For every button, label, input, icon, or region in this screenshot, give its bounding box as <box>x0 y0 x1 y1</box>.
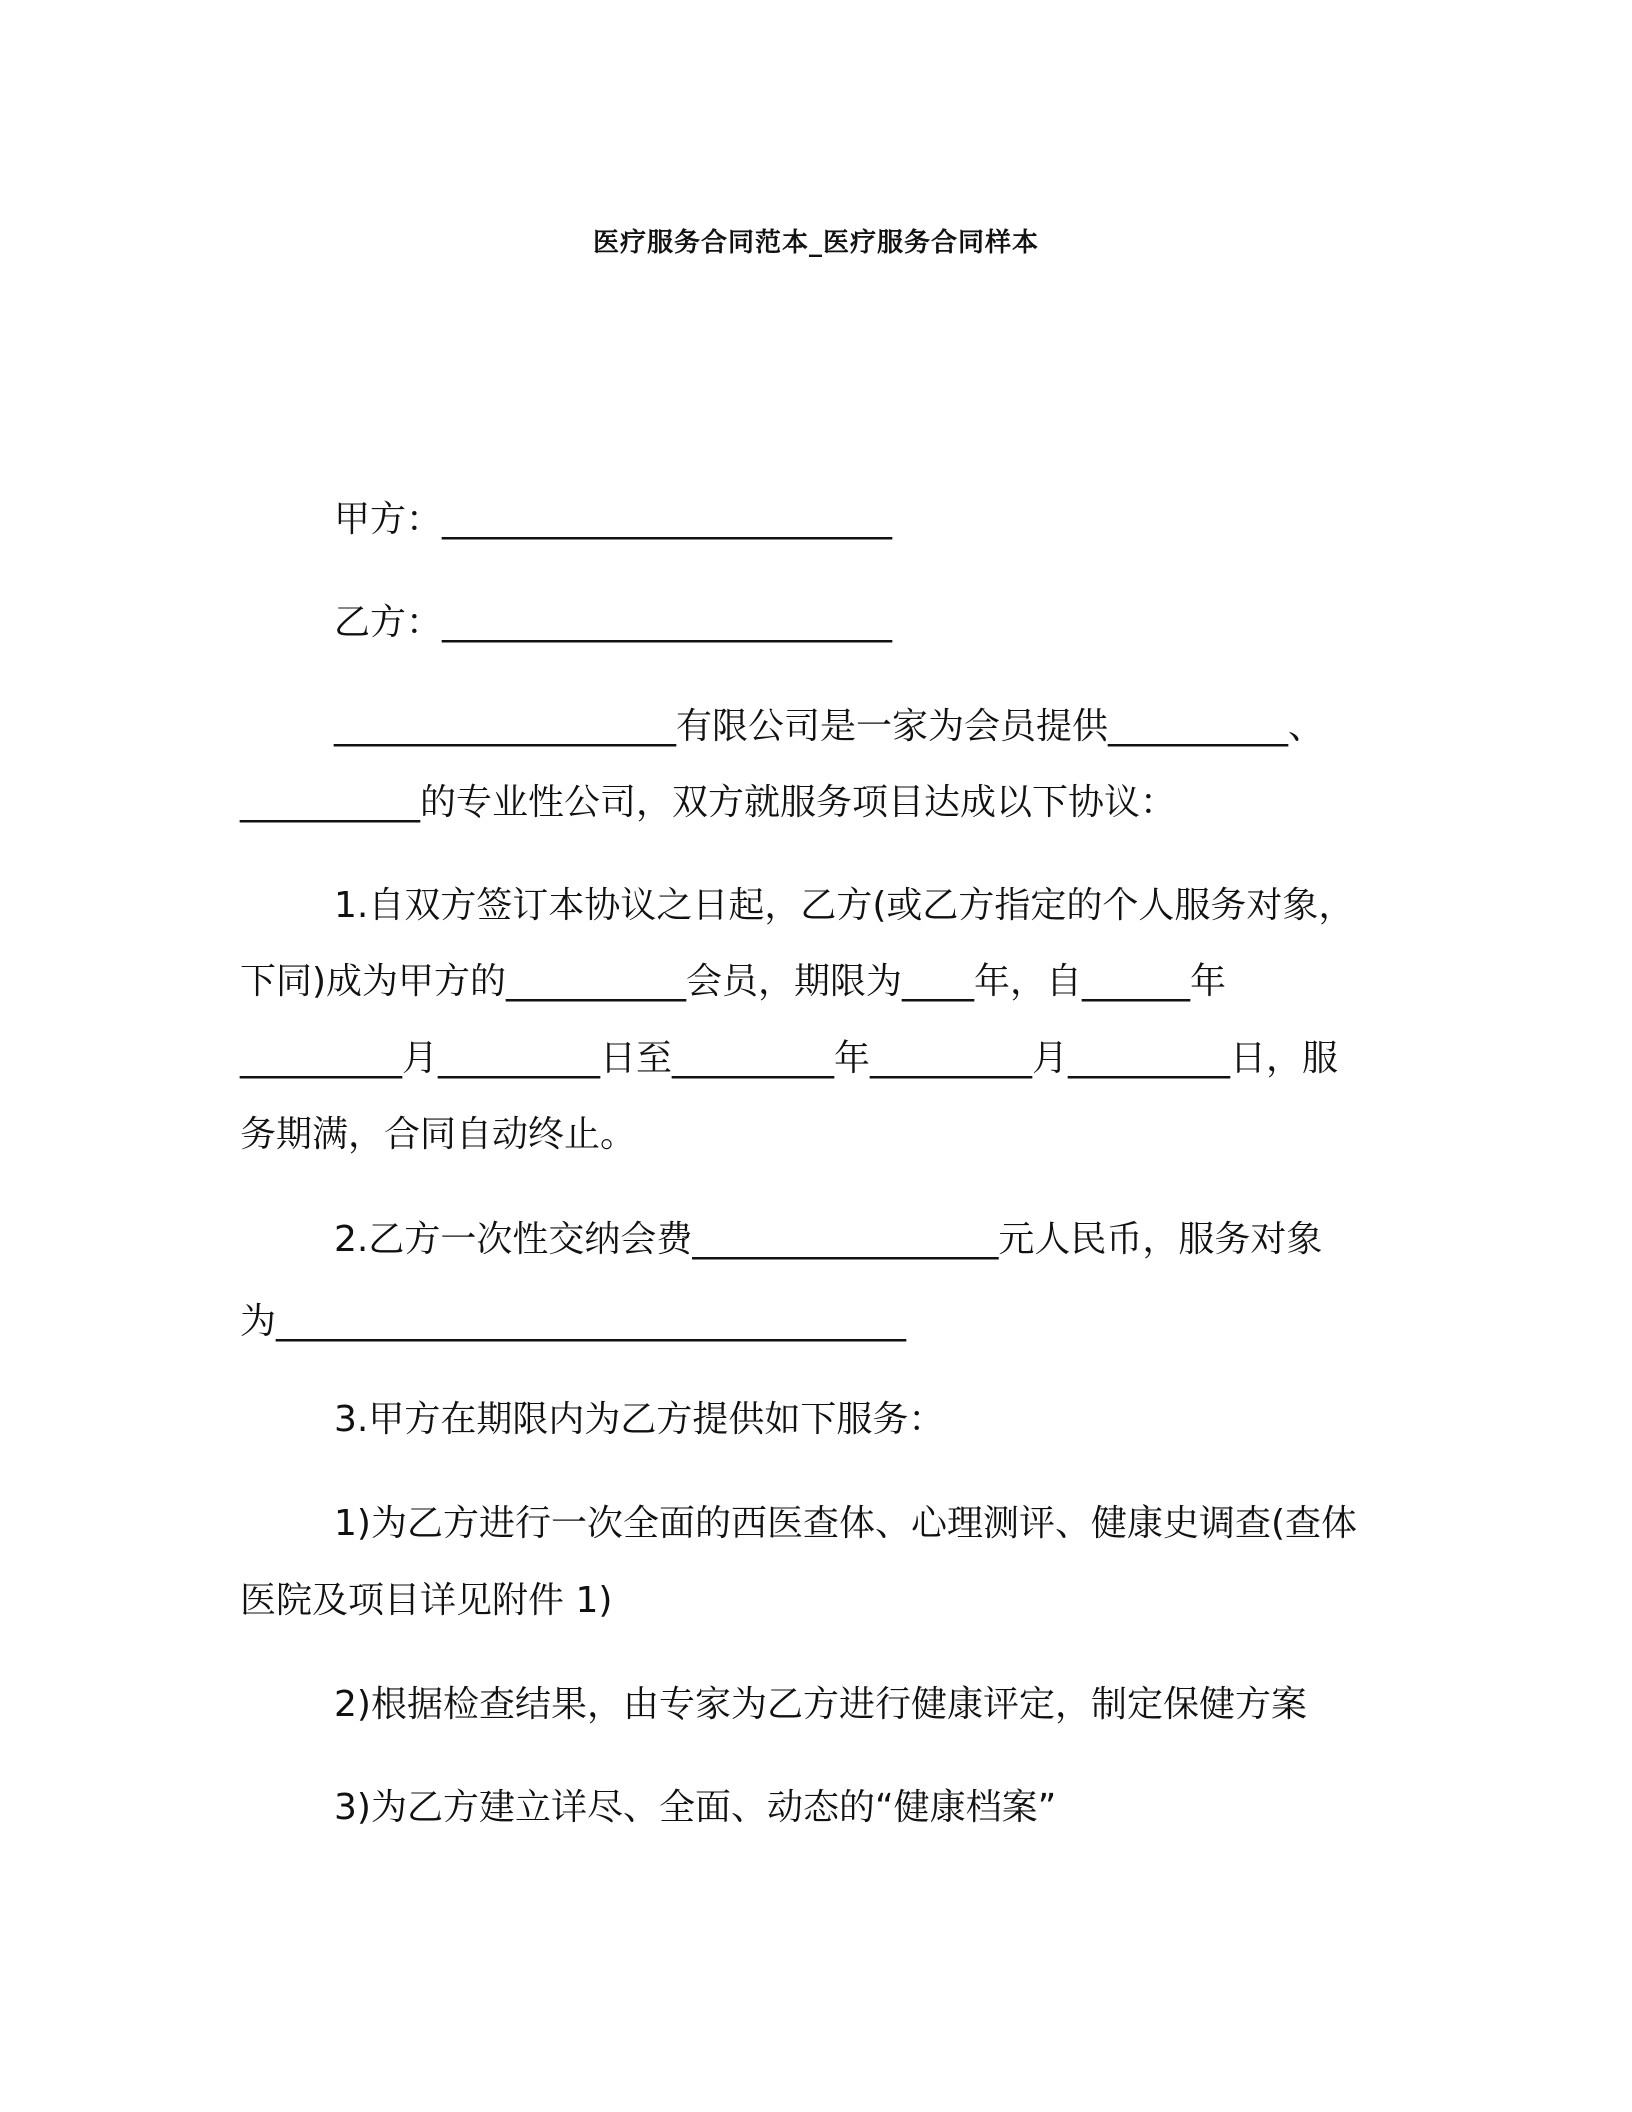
party-b-line: 乙方：_________________________ <box>334 602 893 643</box>
clause-3-item-3: 3)为乙方建立详尽、全面、动态的“健康档案” <box>334 1787 1057 1828</box>
clause-3-heading: 3.甲方在期限内为乙方提供如下服务： <box>334 1399 945 1440</box>
clause-1-line-4: 务期满，合同自动终止。 <box>240 1114 637 1155</box>
clause-1-line-1: 1.自双方签订本协议之日起，乙方(或乙方指定的个人服务对象， <box>334 885 1355 926</box>
clause-3-item-1-line-2: 医院及项目详见附件 1) <box>240 1580 613 1621</box>
clause-2-line-2: 为___________________________________ <box>240 1301 906 1342</box>
clause-3-item-1-line-1: 1)为乙方进行一次全面的西医查体、心理测评、健康史调查(查体 <box>334 1503 1357 1544</box>
party-a-line: 甲方：_________________________ <box>334 499 893 540</box>
clause-1-line-2: 下同)成为甲方的__________会员，期限为____年，自______年 <box>240 961 1227 1002</box>
intro-line-1: ___________________有限公司是一家为会员提供__________、 <box>334 706 1325 747</box>
intro-line-2: __________的专业性公司，双方就服务项目达成以下协议： <box>240 782 1177 823</box>
clause-2-line-1: 2.乙方一次性交纳会费_________________元人民币，服务对象 <box>334 1219 1323 1260</box>
clause-3-item-2: 2)根据检查结果，由专家为乙方进行健康评定，制定保健方案 <box>334 1684 1307 1725</box>
clause-1-line-3: _________月_________日至_________年_________月_________日，服 <box>240 1038 1338 1079</box>
document-title: 医疗服务合同范本_医疗服务合同样本 <box>592 228 1039 258</box>
